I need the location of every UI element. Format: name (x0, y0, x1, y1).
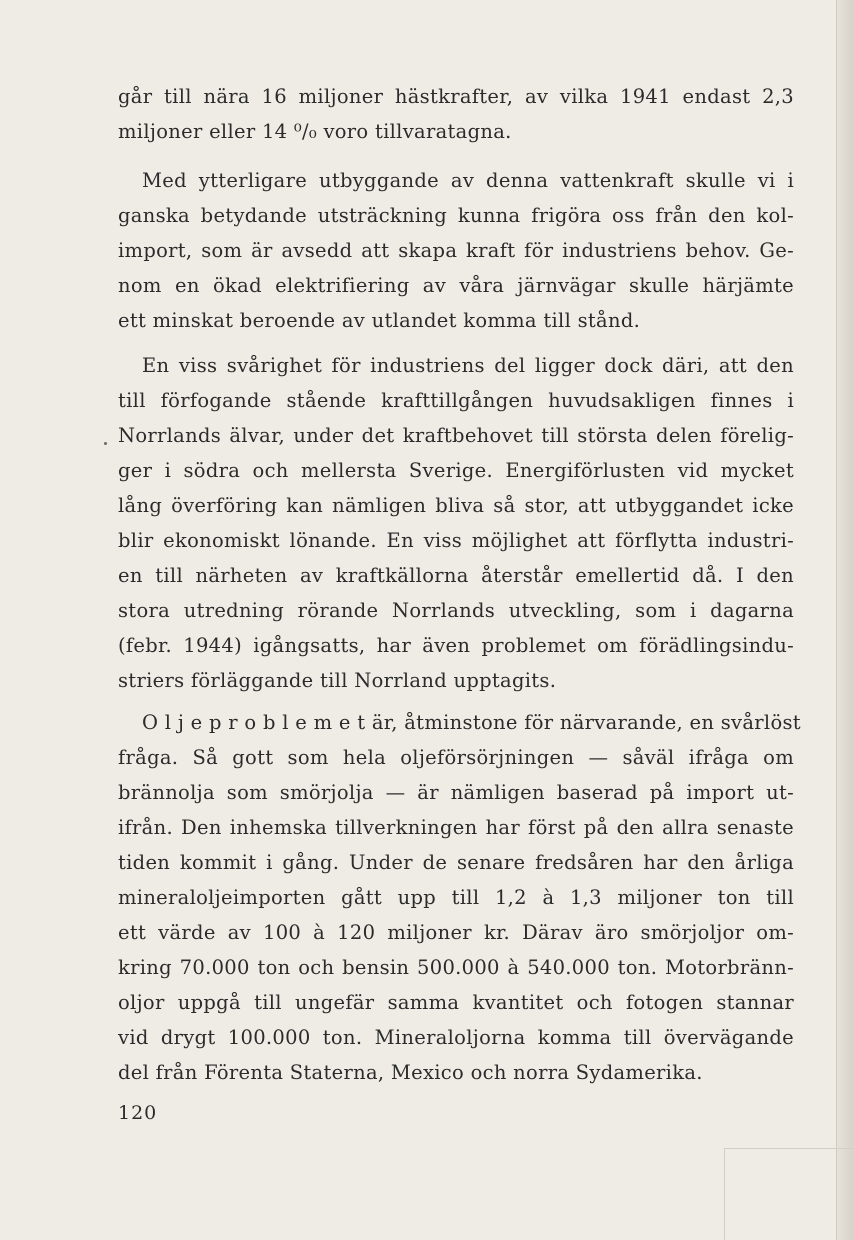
text-line: vid drygt 100.000 ton. Mineraloljorna komma till övervägande (118, 1026, 794, 1049)
text-line: O l j e p r o b l e m e t är, åtminstone för närvarande, en svårlöst (142, 711, 801, 734)
text-line: ger i södra och mellersta Sverige. Energiförlusten vid mycket (118, 459, 794, 482)
text-line: Med ytterligare utbyggande av denna vattenkraft skulle vi i (142, 169, 794, 192)
text-line: striers förläggande till Norrland upptagits. (118, 669, 557, 692)
text-line: tiden kommit i gång. Under de senare fredsåren har den årliga (118, 851, 794, 874)
text-line: nom en ökad elektrifiering av våra järnvägar skulle härjämte (118, 274, 794, 297)
paragraph-2 (118, 163, 794, 338)
page-edge (836, 0, 853, 1240)
text-line: del från Förenta Staterna, Mexico och norra Sydamerika. (118, 1061, 703, 1084)
text-line: går till nära 16 miljoner hästkrafter, av vilka 1941 endast 2,3 (118, 85, 794, 108)
text-line: (febr. 1944) igångsatts, har även problemet om förädlingsindu- (118, 634, 794, 657)
text-line: Norrlands älvar, under det kraftbehovet till största delen förelig- (118, 424, 794, 447)
text-line: stora utredning rörande Norrlands utveckling, som i dagarna (118, 599, 794, 622)
text-line: ifrån. Den inhemska tillverkningen har först på den allra senaste (118, 816, 794, 839)
text-line: brännolja som smörjolja — är nämligen baserad på import ut- (118, 781, 794, 804)
text-line: miljoner eller 14 ⁰/₀ voro tillvaratagna. (118, 120, 512, 143)
corner-mark (724, 1148, 853, 1240)
text-line: fråga. Så gott som hela oljeförsörjningen — såväl ifråga om (118, 746, 794, 769)
paragraph-4 (118, 705, 801, 1090)
text-line: ett värde av 100 à 120 miljoner kr. Därav äro smörjoljor om- (118, 921, 794, 944)
text-line: mineraloljeimporten gått upp till 1,2 à 1,3 miljoner ton till (118, 886, 794, 909)
paragraph-1 (118, 79, 794, 149)
text-line: lång överföring kan nämligen bliva så stor, att utbyggandet icke (118, 494, 794, 517)
text-line: En viss svårighet för industriens del ligger dock däri, att den (142, 354, 794, 377)
text-line: ganska betydande utsträckning kunna frigöra oss från den kol- (118, 204, 794, 227)
text-line: blir ekonomiskt lönande. En viss möjlighet att förflytta industri- (118, 529, 794, 552)
text-line: oljor uppgå till ungefär samma kvantitet och fotogen stannar (118, 991, 794, 1014)
text-line: en till närheten av kraftkällorna återstår emellertid då. I den (118, 564, 794, 587)
text-line: import, som är avsedd att skapa kraft för industriens behov. Ge- (118, 239, 794, 262)
page-number: 120 (118, 1102, 158, 1124)
margin-dot (104, 442, 107, 445)
text-line: till förfogande stående krafttillgången huvudsakligen finnes i (118, 389, 794, 412)
text-line: kring 70.000 ton och bensin 500.000 à 540.000 ton. Motorbränn- (118, 956, 794, 979)
paragraph-3 (118, 348, 794, 698)
text-line: ett minskat beroende av utlandet komma till stånd. (118, 309, 641, 332)
